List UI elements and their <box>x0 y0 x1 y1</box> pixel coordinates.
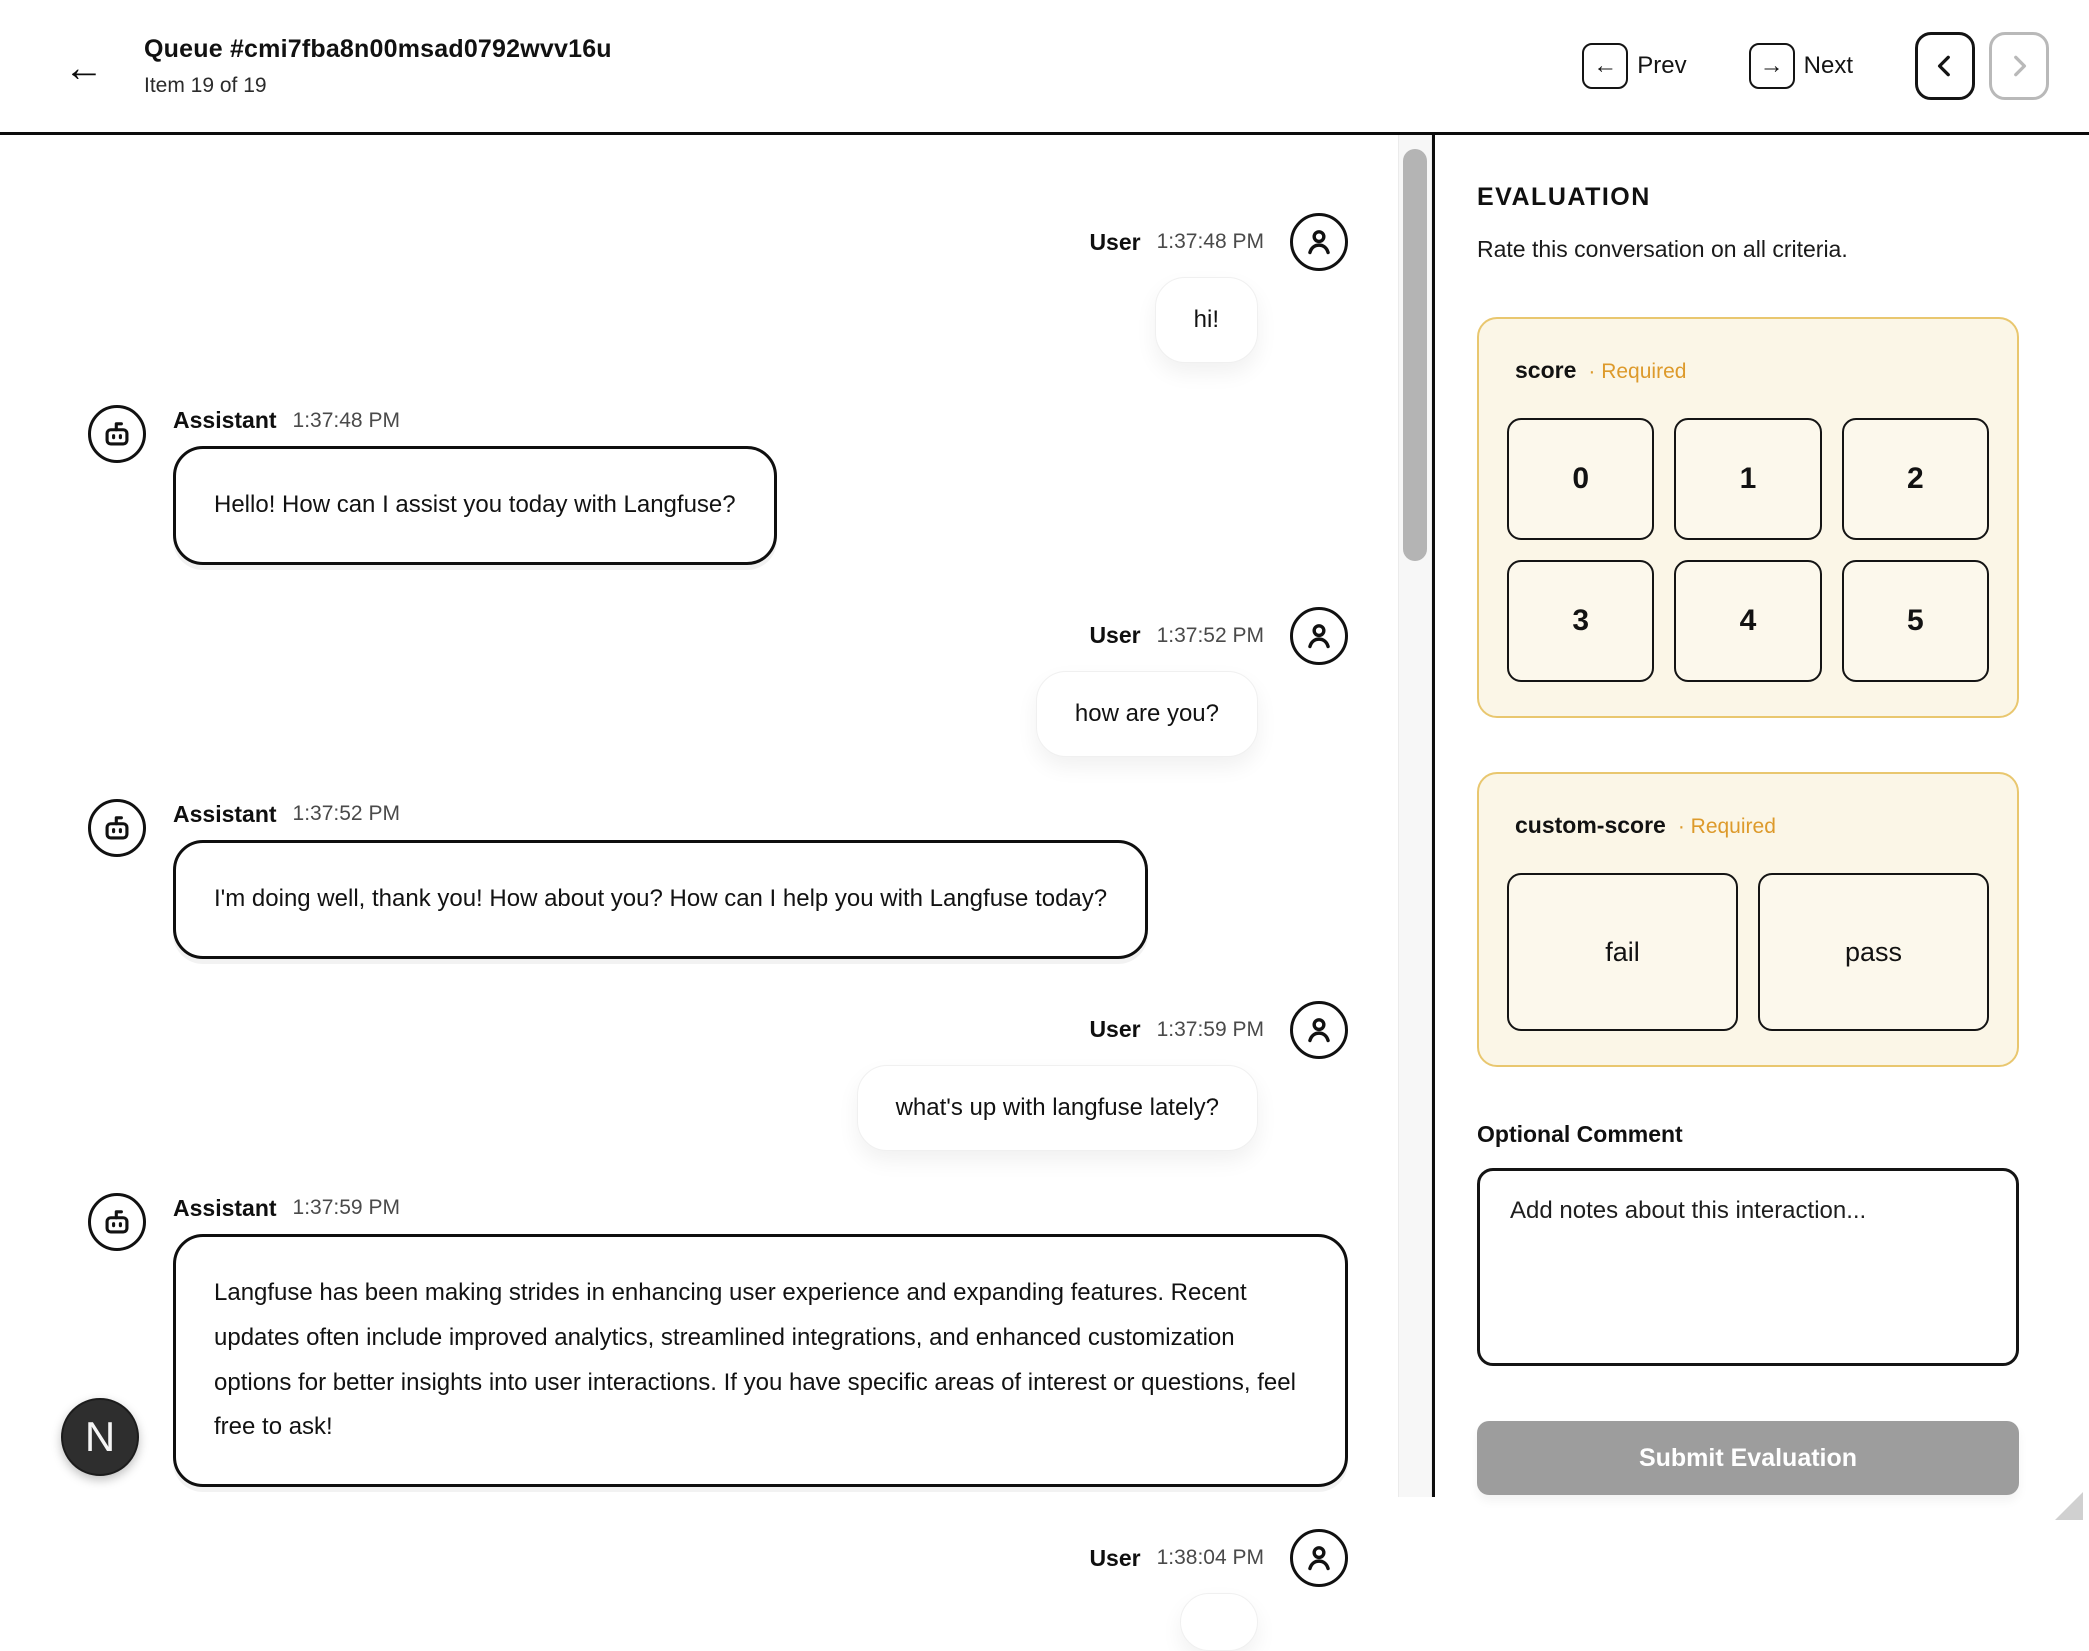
option-score-5[interactable]: 5 <box>1842 560 1989 682</box>
message-timestamp: 1:37:59 PM <box>1156 1017 1264 1041</box>
message-role: User <box>1089 622 1141 649</box>
criteria-list <box>1477 317 2019 1067</box>
user-message <box>88 607 1348 757</box>
header <box>0 0 2089 135</box>
assistant-avatar <box>88 1193 146 1251</box>
required-badge: · Required <box>1677 815 1776 838</box>
message-role: User <box>1089 228 1141 255</box>
bot-icon <box>100 417 134 451</box>
option-custom-score-fail[interactable]: fail <box>1507 873 1738 1031</box>
message-role: User <box>1089 1544 1141 1571</box>
conversation-pane <box>0 135 1398 1571</box>
criterion-card <box>1477 317 2019 718</box>
message-header <box>1089 607 1348 665</box>
required-badge: · Required <box>1588 360 1687 383</box>
assistant-message <box>88 799 1348 959</box>
title-block <box>144 35 612 98</box>
criterion-options <box>1507 873 1989 1031</box>
nextjs-dev-badge[interactable] <box>61 1398 139 1476</box>
assistant-message <box>88 405 1348 565</box>
message-header <box>173 1193 1348 1222</box>
criterion-card <box>1477 772 2019 1067</box>
option-score-4[interactable]: 4 <box>1674 560 1821 682</box>
item-counter: Item 19 of 19 <box>144 73 267 97</box>
user-avatar <box>1290 1001 1348 1059</box>
assistant-message <box>88 1193 1348 1488</box>
user-avatar <box>1290 1529 1348 1587</box>
page-prev-button[interactable] <box>1915 32 1975 100</box>
option-score-2[interactable]: 2 <box>1842 418 1989 540</box>
message-content <box>173 405 1348 565</box>
message-bubble: how are you? <box>1036 671 1258 757</box>
person-icon <box>1302 1541 1336 1575</box>
assistant-avatar <box>88 405 146 463</box>
user-message <box>88 213 1348 363</box>
message-content <box>173 1193 1348 1488</box>
message-header <box>173 799 1348 828</box>
page-next-button[interactable] <box>1989 32 2049 100</box>
message-timestamp: 1:37:52 PM <box>292 802 400 826</box>
message-timestamp: 1:37:48 PM <box>292 408 400 432</box>
message-bubble: I'm doing well, thank you! How about you? How can I help you with Langfuse today? <box>173 840 1148 959</box>
message-bubble <box>1180 1593 1258 1651</box>
message-timestamp: 1:37:52 PM <box>1156 623 1264 647</box>
submit-evaluation-button[interactable]: Submit Evaluation <box>1477 1421 2019 1495</box>
message-role: Assistant <box>173 800 277 827</box>
user-avatar <box>1290 607 1348 665</box>
option-custom-score-pass[interactable]: pass <box>1758 873 1989 1031</box>
comment-input[interactable] <box>1477 1168 2019 1366</box>
message-bubble: Hello! How can I assist you today with Langfuse? <box>173 446 777 565</box>
message-header <box>1089 213 1348 271</box>
bot-icon <box>100 811 134 845</box>
evaluation-panel <box>1432 135 2089 1497</box>
message-role: Assistant <box>173 1194 277 1221</box>
bot-icon <box>100 1205 134 1239</box>
user-message <box>88 1529 1348 1651</box>
chevron-right-icon <box>2006 53 2032 79</box>
message-header <box>1089 1001 1348 1059</box>
evaluation-heading: EVALUATION <box>1477 183 1651 211</box>
arrow-right-icon: → <box>1759 52 1784 79</box>
message-timestamp: 1:37:48 PM <box>1156 230 1264 253</box>
criterion-header <box>1507 812 1989 839</box>
message-header <box>1089 1529 1348 1587</box>
criterion-name: score <box>1515 357 1577 383</box>
scrollbar-thumb[interactable] <box>1403 149 1427 561</box>
comment-label: Optional Comment <box>1477 1121 1683 1147</box>
arrow-left-icon: ← <box>64 46 104 90</box>
message-bubble: hi! <box>1155 277 1258 363</box>
chat-scrollbar[interactable] <box>1398 135 1432 1497</box>
person-icon <box>1302 619 1336 653</box>
message-bubble: Langfuse has been making strides in enhancing user experience and expanding features. Recent updates often include improved analytics, streamlined integrations, and enhanced customization options for better insights into user interactions. If you have specific areas of interest or questions, feel free to ask! <box>173 1234 1348 1488</box>
header-nav <box>1582 32 2049 100</box>
message-timestamp: 1:38:04 PM <box>1156 1546 1264 1570</box>
chevron-left-icon <box>1932 53 1958 79</box>
message-content <box>173 799 1348 959</box>
evaluation-subheading: Rate this conversation on all criteria. <box>1477 236 1848 262</box>
criterion-name: custom-score <box>1515 812 1666 838</box>
assistant-avatar <box>88 799 146 857</box>
option-score-3[interactable]: 3 <box>1507 560 1654 682</box>
criterion-options <box>1507 418 1989 682</box>
message-role: Assistant <box>173 407 277 433</box>
message-timestamp: 1:37:59 PM <box>292 1196 400 1220</box>
option-score-0[interactable]: 0 <box>1507 418 1654 540</box>
user-avatar <box>1290 213 1348 271</box>
page-title: Queue #cmi7fba8n00msad0792wvv16u <box>144 34 612 63</box>
back-button[interactable] <box>56 44 112 92</box>
message-list <box>88 213 1348 1651</box>
next-button[interactable] <box>1749 43 1795 89</box>
person-icon <box>1302 1013 1336 1047</box>
user-message <box>88 1001 1348 1151</box>
next-label: Next <box>1803 52 1853 79</box>
message-bubble: what's up with langfuse lately? <box>857 1065 1258 1151</box>
person-icon <box>1302 225 1336 259</box>
message-role: User <box>1089 1016 1141 1043</box>
prev-label: Prev <box>1637 52 1687 79</box>
option-score-1[interactable]: 1 <box>1674 418 1821 540</box>
resize-grip-icon[interactable] <box>2055 1492 2083 1520</box>
message-header <box>173 405 1348 434</box>
prev-button[interactable] <box>1582 43 1628 89</box>
criterion-header <box>1507 357 1989 384</box>
next-shortcut <box>1749 43 1853 89</box>
arrow-left-icon: ← <box>1593 52 1618 79</box>
n-logo-icon: N <box>84 1413 116 1460</box>
main <box>0 135 2089 1571</box>
prev-shortcut <box>1582 43 1686 89</box>
